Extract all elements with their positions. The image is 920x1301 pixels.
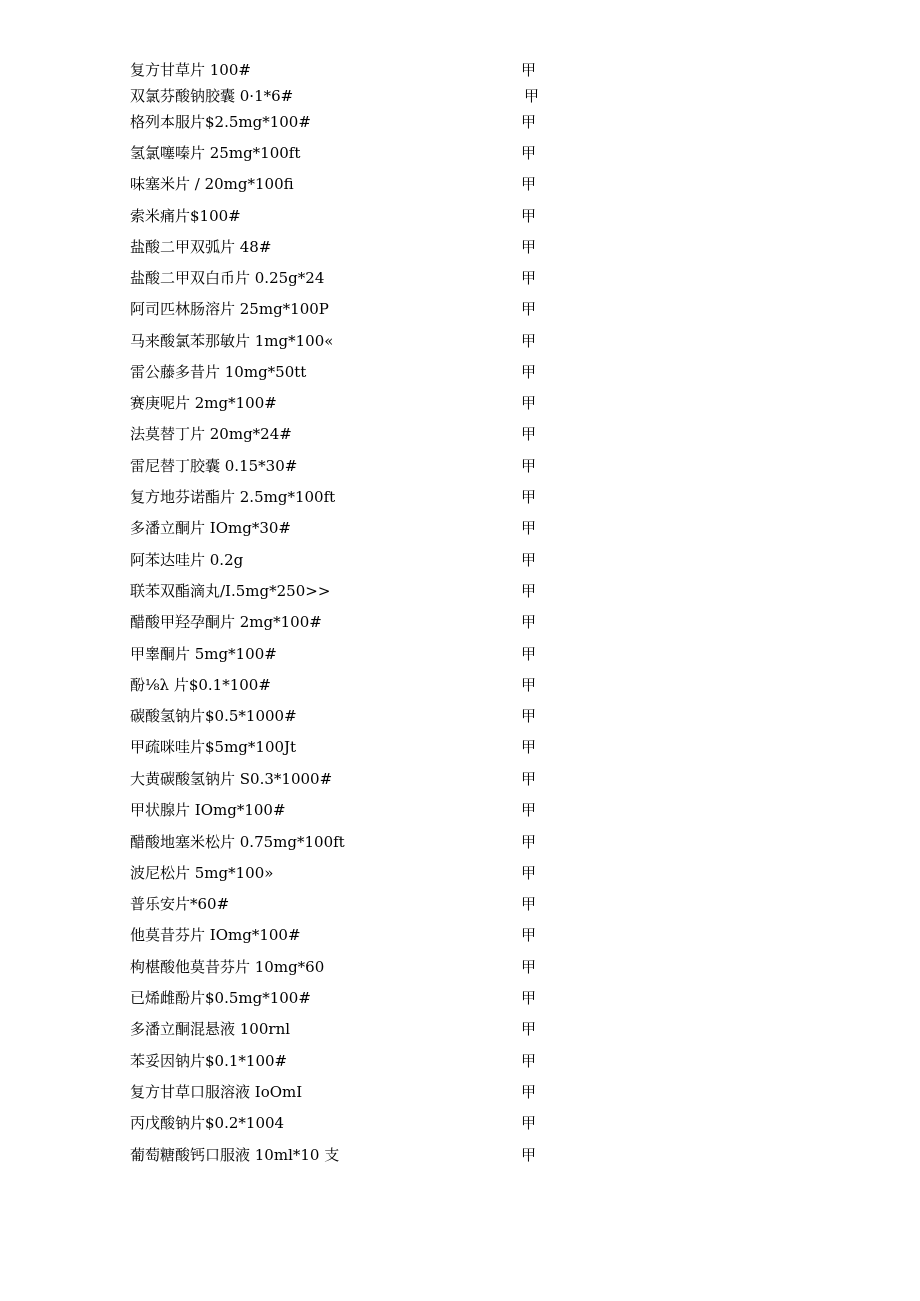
drug-class: 甲 [521, 238, 537, 256]
list-item [0, 767, 920, 791]
drug-class: 甲 [521, 519, 537, 537]
list-item [0, 110, 920, 134]
drug-class: 甲 [521, 707, 537, 725]
list-item [0, 1080, 920, 1104]
drug-name: 雷尼替丁胶囊 0.15*30# [130, 457, 298, 475]
drug-class: 甲 [521, 175, 537, 193]
list-item [0, 235, 920, 259]
list-item [0, 798, 920, 822]
drug-name: 苯妥因钠片$0.1*100# [130, 1052, 288, 1070]
drug-class: 甲 [521, 833, 537, 851]
drug-class: 甲 [521, 738, 537, 756]
drug-class: 甲 [524, 87, 540, 105]
drug-name: 复方甘草口服溶液 IoOmI [130, 1083, 303, 1101]
drug-class: 甲 [521, 425, 537, 443]
drug-class: 甲 [521, 394, 537, 412]
drug-name: 法莫替丁片 20mg*24# [130, 425, 292, 443]
list-item [0, 422, 920, 446]
list-item [0, 735, 920, 759]
drug-name: 枸椹酸他莫昔芬片 10mg*60 [130, 958, 325, 976]
drug-name: 盐酸二甲双白币片 0.25g*24 [130, 269, 325, 287]
drug-name: 碳酸氢钠片$0.5*1000# [130, 707, 297, 725]
drug-name: 格列本服片$2.5mg*100# [130, 113, 311, 131]
drug-name: 盐酸二甲双弧片 48# [130, 238, 272, 256]
drug-name: 甲睾酮片 5mg*100# [130, 645, 277, 663]
drug-name: 双氯芬酸钠胶囊 0·1*6# [130, 87, 294, 105]
drug-name: 雷公藤多昔片 10mg*50tt [130, 363, 307, 381]
list-item [0, 84, 920, 108]
drug-name: 味塞米片 / 20mg*100fi [130, 175, 294, 193]
drug-class: 甲 [521, 269, 537, 287]
drug-class: 甲 [521, 207, 537, 225]
list-item [0, 861, 920, 885]
list-item [0, 955, 920, 979]
drug-class: 甲 [521, 989, 537, 1007]
list-item [0, 610, 920, 634]
drug-name: 已烯雌酚片$0.5mg*100# [130, 989, 311, 1007]
drug-name: 他莫昔芬片 IOmg*100# [130, 926, 301, 944]
drug-class: 甲 [521, 582, 537, 600]
drug-name: 大黄碳酸氢钠片 S0.3*1000# [130, 770, 333, 788]
list-item [0, 673, 920, 697]
list-item [0, 923, 920, 947]
drug-name: 复方地芬诺酯片 2.5mg*100ft [130, 488, 336, 506]
drug-name: 氢氯噻嗪片 25mg*100ft [130, 144, 301, 162]
list-item [0, 704, 920, 728]
drug-name: 波尼松片 5mg*100» [130, 864, 274, 882]
list-item [0, 360, 920, 384]
drug-class: 甲 [521, 895, 537, 913]
list-item [0, 516, 920, 540]
list-item [0, 1111, 920, 1135]
drug-class: 甲 [521, 676, 537, 694]
list-item [0, 391, 920, 415]
drug-name: 醋酸甲羟孕酮片 2mg*100# [130, 613, 322, 631]
drug-name: 多潘立酮混悬液 100rnl [130, 1020, 291, 1038]
drug-name: 多潘立酮片 IOmg*30# [130, 519, 291, 537]
list-item [0, 579, 920, 603]
list-item [0, 58, 920, 82]
drug-class: 甲 [521, 300, 537, 318]
drug-class: 甲 [521, 457, 537, 475]
drug-name: 阿苯达哇片 0.2g [130, 551, 244, 569]
drug-class: 甲 [521, 332, 537, 350]
drug-class: 甲 [521, 1146, 537, 1164]
list-item [0, 204, 920, 228]
list-item [0, 892, 920, 916]
list-item [0, 642, 920, 666]
list-item [0, 986, 920, 1010]
drug-name: 阿司匹林肠溶片 25mg*100P [130, 300, 329, 318]
list-item [0, 1143, 920, 1167]
drug-class: 甲 [521, 645, 537, 663]
list-item [0, 329, 920, 353]
drug-class: 甲 [521, 613, 537, 631]
drug-name: 酚⅛λ 片$0.1*100# [130, 676, 271, 694]
list-item [0, 454, 920, 478]
list-item [0, 548, 920, 572]
list-item [0, 1017, 920, 1041]
drug-name: 普乐安片*60# [130, 895, 230, 913]
drug-class: 甲 [521, 958, 537, 976]
list-item [0, 485, 920, 509]
list-item [0, 172, 920, 196]
drug-class: 甲 [521, 61, 537, 79]
list-item [0, 266, 920, 290]
list-item [0, 141, 920, 165]
drug-name: 甲状腺片 IOmg*100# [130, 801, 286, 819]
drug-name: 醋酸地塞米松片 0.75mg*100ft [130, 833, 345, 851]
drug-class: 甲 [521, 801, 537, 819]
drug-name: 联苯双酯滴丸/I.5mg*250>> [130, 582, 331, 600]
drug-name: 丙戊酸钠片$0.2*1004 [130, 1114, 285, 1132]
drug-name: 甲疏咪哇片$5mg*100Jt [130, 738, 297, 756]
drug-class: 甲 [521, 864, 537, 882]
drug-name: 索米痛片$100# [130, 207, 241, 225]
drug-name: 赛庚呢片 2mg*100# [130, 394, 277, 412]
list-item [0, 297, 920, 321]
list-item [0, 830, 920, 854]
drug-class: 甲 [521, 1020, 537, 1038]
drug-class: 甲 [521, 488, 537, 506]
drug-class: 甲 [521, 926, 537, 944]
drug-class: 甲 [521, 1052, 537, 1070]
drug-class: 甲 [521, 363, 537, 381]
drug-name: 复方甘草片 100# [130, 61, 251, 79]
drug-name: 葡萄糖酸钙口服液 10ml*10 支 [130, 1146, 340, 1164]
drug-class: 甲 [521, 144, 537, 162]
list-item [0, 1049, 920, 1073]
drug-class: 甲 [521, 1114, 537, 1132]
drug-name: 马来酸氯苯那敏片 1mg*100« [130, 332, 334, 350]
drug-class: 甲 [521, 770, 537, 788]
drug-class: 甲 [521, 113, 537, 131]
drug-class: 甲 [521, 1083, 537, 1101]
drug-class: 甲 [521, 551, 537, 569]
